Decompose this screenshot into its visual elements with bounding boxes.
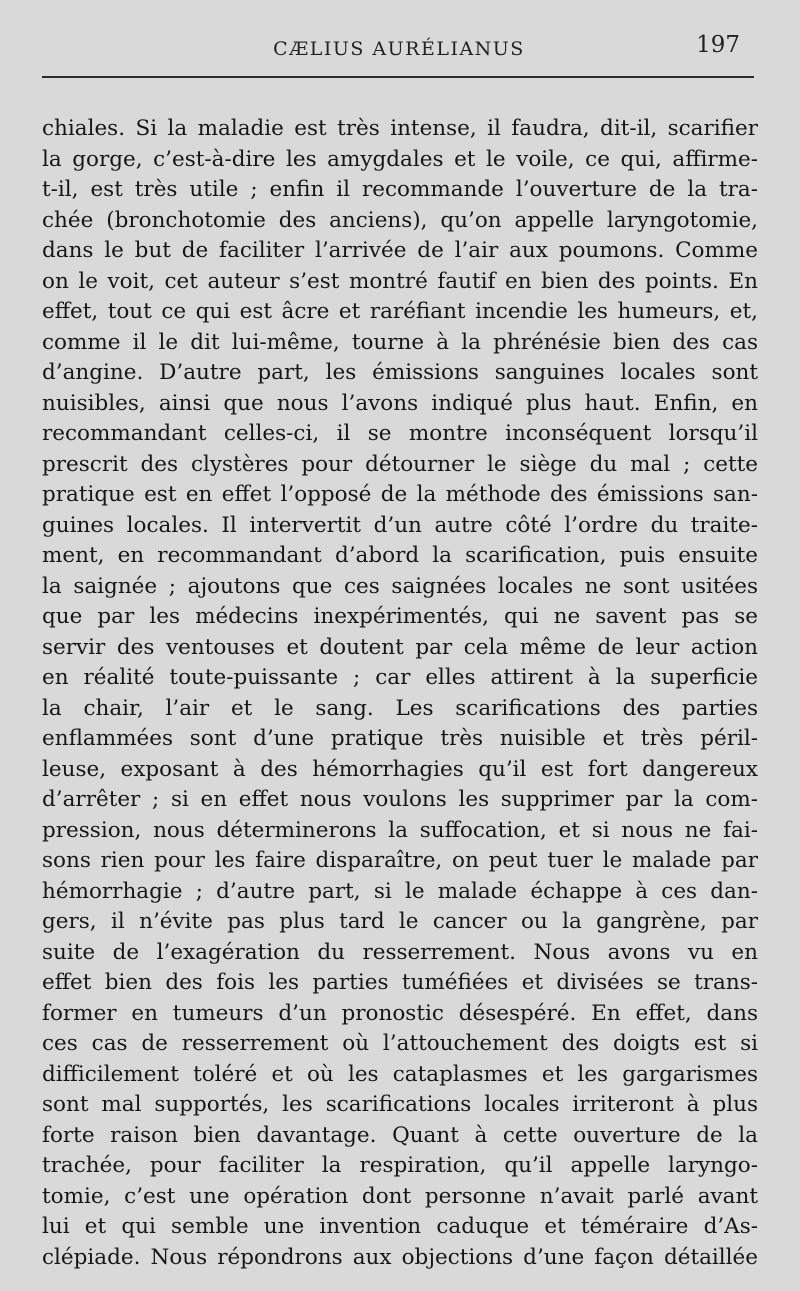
text-line: hémorrhagie ; d’autre part, si le malade échappe à ces dan- xyxy=(42,878,758,904)
text-line: ces cas de resserrement où l’attouchement des doigts est si xyxy=(42,1031,758,1056)
text-line: sons rien pour les faire disparaître, on peut tuer le malade par xyxy=(42,848,758,873)
text-line: en réalité toute-puissante ; car elles attirent à la superficie xyxy=(42,665,758,690)
page-header xyxy=(44,32,754,70)
text-line: difficilement toléré et où les cataplasmes et les gargarismes xyxy=(42,1061,758,1087)
text-line: d’arrêter ; si en effet nous voulons les supprimer par la com- xyxy=(42,787,758,812)
page-number: 197 xyxy=(696,32,740,58)
text-line: recommandant celles-ci, il se montre inconséquent lorsqu’il xyxy=(42,421,758,446)
text-line: pratique est en effet l’opposé de la méthode des émissions san- xyxy=(42,482,758,507)
text-line: gers, il n’évite pas plus tard le cancer ou la gangrène, par xyxy=(42,909,758,934)
text-line: pression, nous déterminerons la suffocation, et si nous ne fai- xyxy=(42,817,758,843)
text-line: forte raison bien davantage. Quant à cette ouverture de la xyxy=(42,1122,758,1148)
text-line: tomie, c’est une opération dont personne n’avait parlé avant xyxy=(42,1183,758,1209)
text-line: enflammées sont d’une pratique très nuisible et très péril- xyxy=(42,726,758,751)
text-line: guines locales. Il intervertit d’un autre côté l’ordre du traite- xyxy=(42,512,758,538)
text-line: ment, en recommandant d’abord la scarification, puis ensuite xyxy=(42,543,758,568)
text-line: la gorge, c’est-à-dire les amygdales et le voile, ce qui, affirme- xyxy=(42,146,758,172)
text-line: former en tumeurs d’un pronostic désespéré. En effet, dans xyxy=(42,1000,758,1026)
text-line: chée (bronchotomie des anciens), qu’on appelle laryngotomie, xyxy=(42,207,758,233)
text-line: sont mal supportés, les scarifications locales irriteront à plus xyxy=(42,1092,758,1117)
text-line: effet, tout ce qui est âcre et raréfiant incendie les humeurs, et, xyxy=(42,299,758,324)
text-line: que par les médecins inexpérimentés, qui ne savent pas se xyxy=(42,604,758,629)
running-title: CÆLIUS AURÉLIANUS xyxy=(273,38,525,60)
text-line: clépiade. Nous répondrons aux objections d’une façon détaillée xyxy=(42,1244,758,1270)
text-line: leuse, exposant à des hémorrhagies qu’il est fort dangereux xyxy=(42,756,758,782)
text-line: on le voit, cet auteur s’est montré fautif en bien des points. En xyxy=(42,268,758,294)
text-line: d’angine. D’autre part, les émissions sanguines locales sont xyxy=(42,360,758,385)
text-line: dans le but de faciliter l’arrivée de l’air aux poumons. Comme xyxy=(42,238,758,263)
text-line: nuisibles, ainsi que nous l’avons indiqué plus haut. Enfin, en xyxy=(42,390,758,416)
text-line: servir des ventouses et doutent par cela même de leur action xyxy=(42,634,758,660)
text-line: t-il, est très utile ; enfin il recommande l’ouverture de la tra- xyxy=(42,177,758,202)
text-line: effet bien des fois les parties tuméfiées et divisées se trans- xyxy=(42,970,758,995)
text-line: trachée, pour faciliter la respiration, qu’il appelle laryngo- xyxy=(42,1153,758,1178)
text-line: comme il le dit lui-même, tourne à la phrénésie bien des cas xyxy=(42,329,758,355)
text-line: la saignée ; ajoutons que ces saignées locales ne sont usitées xyxy=(42,573,758,599)
text-line: prescrit des clystères pour détourner le siège du mal ; cette xyxy=(42,451,758,477)
header-rule xyxy=(42,76,754,78)
text-line: chiales. Si la maladie est très intense, il faudra, dit-il, scarifier xyxy=(42,116,758,141)
body-text xyxy=(42,114,758,1273)
text-line: lui et qui semble une invention caduque et téméraire d’As- xyxy=(42,1214,758,1239)
text-line: suite de l’exagération du resserrement. Nous avons vu en xyxy=(42,939,758,965)
text-line: la chair, l’air et le sang. Les scarifications des parties xyxy=(42,695,758,721)
